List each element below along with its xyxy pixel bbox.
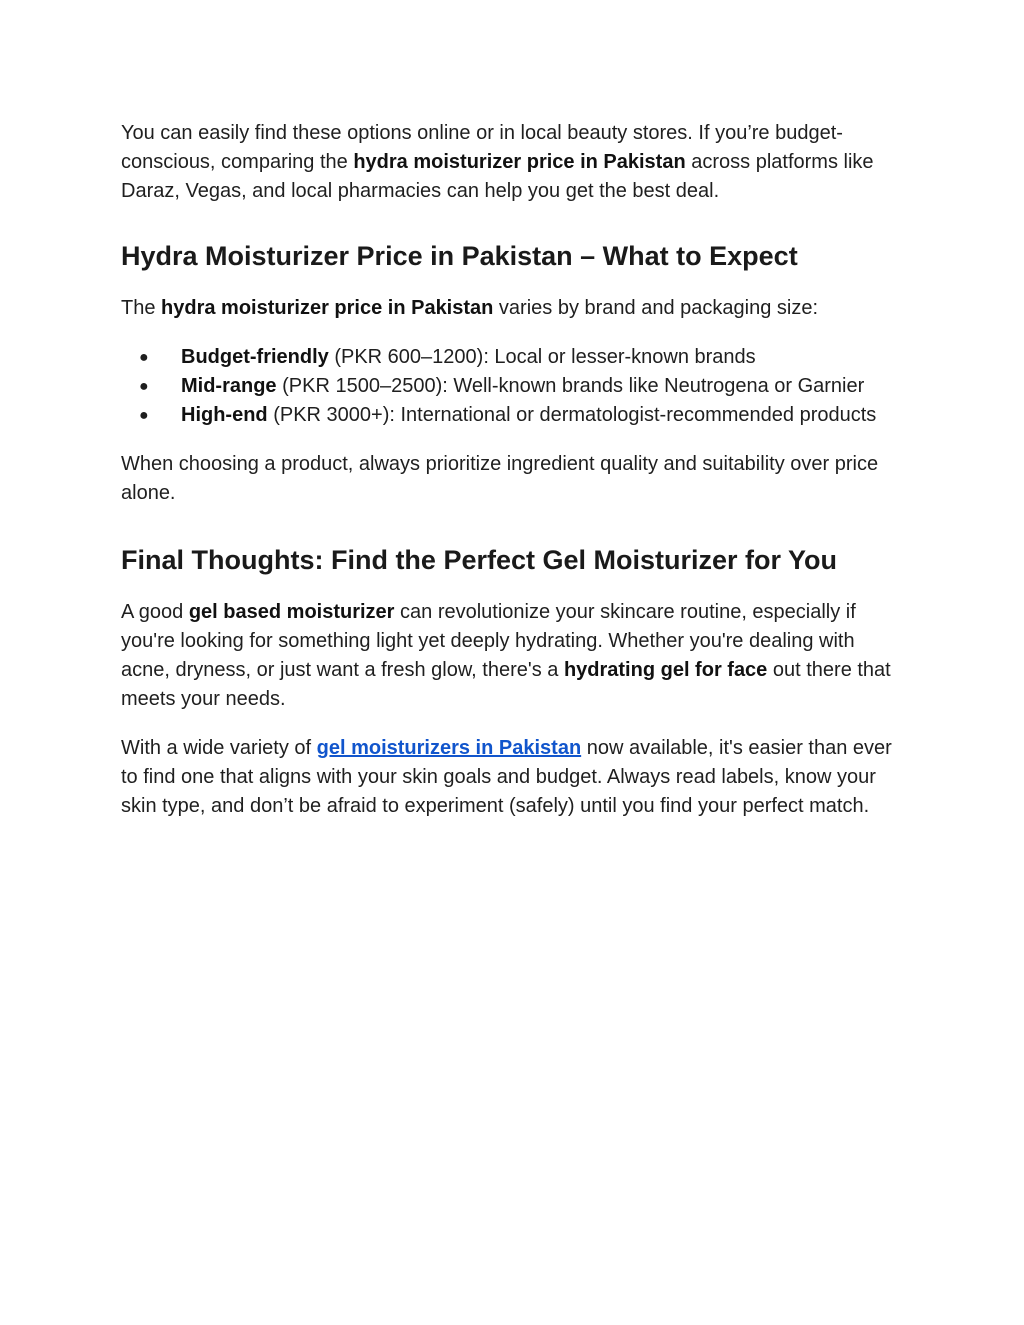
price-closing-paragraph: When choosing a product, always prioritize ingredient quality and suitability over price alone.	[121, 453, 879, 504]
list-item-highend	[121, 401, 901, 430]
list-item-budget	[121, 343, 901, 372]
final-bold-keyword: gel based moisturizer	[188, 601, 395, 623]
document-page	[121, 119, 901, 821]
final-text: A good	[121, 601, 189, 623]
bullet-icon: ●	[139, 407, 149, 424]
tier-description: (PKR 1500–2500): Well-known brands like Neutrogena or Garnier	[276, 375, 865, 397]
bullet-icon: ●	[139, 349, 149, 366]
price-lead-paragraph	[121, 294, 901, 323]
list-item-midrange	[121, 372, 901, 401]
intro-bold-keyword: hydra moisturizer price in Pakistan	[353, 151, 686, 173]
tier-description: (PKR 3000+): International or dermatologist-recommended products	[267, 404, 877, 426]
gel-moisturizers-link[interactable]: gel moisturizers in Pakistan	[316, 737, 582, 759]
final-paragraph-1	[121, 598, 901, 714]
tier-label: High-end	[181, 404, 268, 426]
final-text: can revolutionize your skincare routine, especially if you're looking for something light yet deeply hydrating. Whether you're dealing with acne, dryness, or just want a fresh glow, there's a	[121, 601, 856, 681]
lead-text: varies by brand and packaging size:	[493, 297, 819, 319]
tier-label: Budget-friendly	[181, 346, 329, 368]
tier-label: Mid-range	[181, 375, 277, 397]
final-text: now available, it's easier than ever to find one that aligns with your skin goals and budget. Always read labels, know your skin type, and don’t be afraid to experiment (safely) until you find your perfect match.	[121, 737, 892, 817]
tier-description: (PKR 600–1200): Local or lesser-known brands	[328, 346, 756, 368]
bullet-icon: ●	[139, 378, 149, 395]
final-text: With a wide variety of	[121, 737, 317, 759]
section-heading-price: Hydra Moisturizer Price in Pakistan – What to Expect	[121, 241, 798, 271]
section-heading-final-thoughts: Final Thoughts: Find the Perfect Gel Moisturizer for You	[121, 545, 838, 575]
final-paragraph-2	[121, 734, 901, 821]
intro-text: You can easily find these options online or in local beauty stores. If you’re budget-conscious, comparing the	[121, 122, 843, 173]
intro-paragraph	[121, 119, 901, 206]
intro-text: across platforms like Daraz, Vegas, and local pharmacies can help you get the best deal.	[121, 151, 874, 202]
lead-text: The	[121, 297, 162, 319]
price-tier-list	[121, 343, 901, 430]
final-text: out there that meets your needs.	[121, 659, 891, 710]
final-bold-keyword: hydrating gel for face	[563, 659, 768, 681]
lead-bold-keyword: hydra moisturizer price in Pakistan	[161, 297, 494, 319]
